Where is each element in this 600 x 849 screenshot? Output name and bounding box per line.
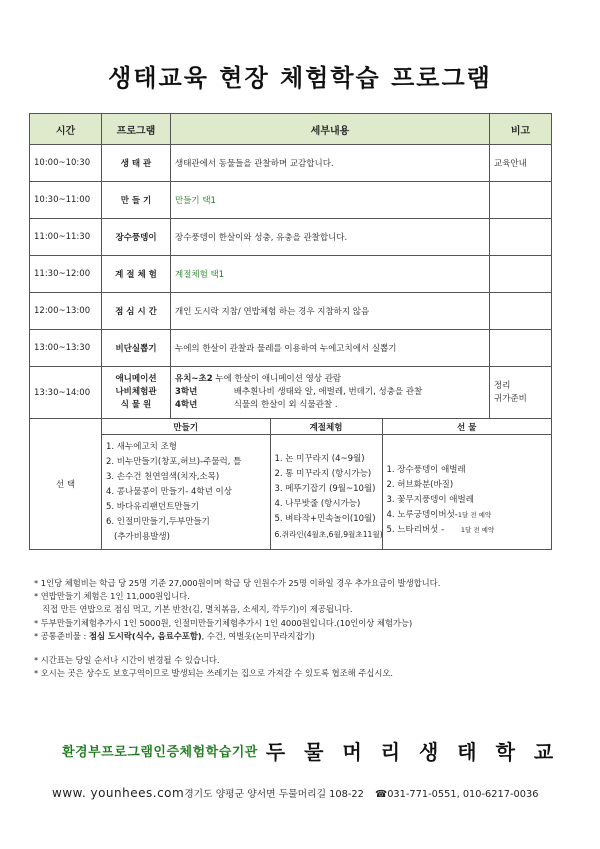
row-detail: 누에의 한살이 관찰과 물레를 이용하여 누에고치에서 실뽑기 — [171, 330, 490, 367]
list-item: (추가비용발생) — [114, 531, 170, 542]
list-item: 6.쥐라인(4월초,6월,9월초11월) — [274, 530, 383, 539]
row-detail-multi — [171, 367, 490, 419]
list-item: 5. 바다유리팬던트만들기 — [106, 501, 199, 512]
row-time: 13:00~13:30 — [30, 330, 102, 367]
row-detail: 만들기 택1 — [171, 182, 490, 219]
list-item: 4. 노루궁뎅이버섯-1달 전 예약 — [386, 509, 492, 520]
options-row — [30, 419, 552, 550]
phone-icon: ☎ — [374, 789, 388, 800]
contact-info — [52, 786, 572, 800]
note-line: * 시간표는 당일 순서나 시간이 변경될 수 있습니다. — [34, 655, 220, 666]
row-program: 계 절 체 험 — [102, 256, 171, 293]
program-botanical: 식 물 원 — [120, 400, 152, 410]
notes-section — [34, 577, 574, 680]
list-item: 1. 새누에고치 조형 — [106, 441, 177, 452]
note-departure: 귀가준비 — [494, 393, 527, 404]
grade-detail: 식물의 한살이 외 식물관찰 . — [233, 400, 338, 410]
school-name: 두 물 머 리 생 태 학 교 — [265, 740, 560, 764]
table-row-multi — [30, 367, 552, 419]
list-item: 2. 허브화분(바질) — [386, 479, 454, 490]
row-time: 12:00~13:00 — [30, 293, 102, 330]
list-item: 5. 벼타작+민속놀이(10월) — [274, 514, 376, 524]
header-note: 비고 — [490, 114, 552, 145]
row-time: 13:30~14:00 — [30, 367, 102, 419]
options-header-crafts: 만들기 — [102, 419, 270, 435]
grade-detail: 누에 한살이 애니메이션 영상 관람 — [215, 374, 342, 384]
row-note: 교육안내 — [490, 145, 552, 182]
website-link[interactable]: www. younhees.com — [52, 786, 185, 800]
options-container — [102, 419, 552, 550]
row-program: 생 태 관 — [102, 145, 171, 182]
address-text: 경기도 양평군 양서면 두물머리길 108-22 — [184, 789, 364, 800]
table-row — [30, 256, 552, 293]
list-item: 1. 논 미꾸라지 (4~9월) — [274, 454, 365, 464]
row-detail: 계절체험 택1 — [171, 256, 490, 293]
footer-organization — [62, 736, 562, 765]
row-note — [490, 182, 552, 219]
note-line: * 오시는 곳은 상수도 보호구역이므로 발생되는 쓰레기는 집으로 가져갈 수 있도록 협조해 주십시오. — [34, 668, 394, 679]
table-row — [30, 145, 552, 182]
header-time: 시간 — [30, 114, 102, 145]
options-seasonal-list — [270, 435, 382, 550]
list-item: 4. 콩나물콩이 만들기- 4학년 이상 — [106, 486, 232, 497]
row-time: 11:30~12:00 — [30, 256, 102, 293]
list-item: 6. 인절미만들기,두부만들기 — [106, 516, 210, 527]
note-cleanup: 정리 — [494, 380, 511, 391]
grade-detail: 배추흰나비 생태와 알, 애벌레, 번데기, 성충을 관찰 — [233, 387, 423, 397]
options-table — [102, 419, 551, 549]
grade-label: 유치~초2 — [175, 374, 213, 384]
note-line: 직접 만든 연밥으로 점심 먹고, 기본 반찬(김, 멸치볶음, 소세지, 깍두기)이 제공됩니다. — [42, 604, 353, 615]
phone-text: 031-771-0551, 010-6217-0036 — [387, 789, 539, 800]
row-detail: 개인 도시락 지참/ 연밥체험 하는 경우 지참하지 않음 — [171, 293, 490, 330]
list-item: 1. 장수풍뎅이 애벌레 — [386, 464, 466, 475]
list-item: 3. 메뚜기잡기 (9월~10월) — [274, 484, 376, 494]
row-program: 장수풍뎅이 — [102, 219, 171, 256]
header-detail: 세부내용 — [171, 114, 490, 145]
program-butterfly: 나비체험관 — [115, 387, 157, 397]
options-label: 선 택 — [30, 419, 102, 550]
row-note-multi — [490, 367, 552, 419]
table-row — [30, 330, 552, 367]
list-item: 4. 나무밧줄 (항시가능) — [274, 499, 361, 509]
row-time: 10:30~11:00 — [30, 182, 102, 219]
options-header-seasonal: 계절체험 — [270, 419, 382, 435]
page-title: 생태교육 현장 체험학습 프로그램 — [108, 64, 492, 92]
note-line: * 두부만들기체험추가시 1인 5000원, 인절미만들기체험추가시 1인 4000원입니다.(10인이상 체험가능) — [34, 617, 413, 628]
list-item: 3. 손수건 천연염색(치자,소목) — [106, 471, 220, 482]
table-row — [30, 219, 552, 256]
row-note — [490, 330, 552, 367]
options-header-gifts: 선 물 — [382, 419, 551, 435]
row-time: 10:00~10:30 — [30, 145, 102, 182]
header-program: 프로그램 — [102, 114, 171, 145]
note-line: * 공통준비물 : 점심 도시락(식수, 음료수포함), 수건, 여벌옷(논미꾸라지잡기) — [34, 630, 315, 641]
grade-label: 4학년 — [175, 400, 198, 410]
note-line: * 1인당 체험비는 학급 당 25명 기준 27,000원이며 학급 당 인원수가 25명 이하일 경우 추가요금이 발생합니다. — [34, 578, 441, 588]
row-note — [490, 219, 552, 256]
row-program-multi — [102, 367, 171, 419]
row-detail: 생태관에서 동물들을 관찰하며 교감합니다. — [171, 145, 490, 182]
row-note — [490, 293, 552, 330]
table-row — [30, 293, 552, 330]
list-item: 2. 비누만들기(창포,허브)-주물럭, 틀 — [106, 456, 242, 467]
schedule-table — [29, 113, 552, 550]
row-detail: 장수풍뎅이 한살이와 성충, 유충을 관찰합니다. — [171, 219, 490, 256]
grade-label: 3학년 — [175, 387, 198, 397]
row-note — [490, 256, 552, 293]
row-time: 11:00~11:30 — [30, 219, 102, 256]
note-line: * 연밥만들기 체험은 1인 11,000원입니다. — [34, 591, 190, 602]
program-animation: 애니메이션 — [115, 374, 157, 384]
row-program: 만 들 기 — [102, 182, 171, 219]
list-item: 5. 느타리버섯 - 1달 전 예약 — [386, 524, 495, 535]
list-item: 3. 꽃무지풍뎅이 애벌레 — [386, 494, 474, 505]
table-header-row — [30, 114, 552, 145]
table-row — [30, 182, 552, 219]
certification-label: 환경부프로그램인증체험학습기관 — [62, 745, 258, 760]
row-program: 점 심 시 간 — [102, 293, 171, 330]
list-item: 2. 통 미꾸라지 (항시가능) — [274, 469, 372, 479]
options-crafts-list — [102, 435, 270, 550]
options-gifts-list — [382, 435, 551, 550]
row-program: 비단실뽑기 — [102, 330, 171, 367]
